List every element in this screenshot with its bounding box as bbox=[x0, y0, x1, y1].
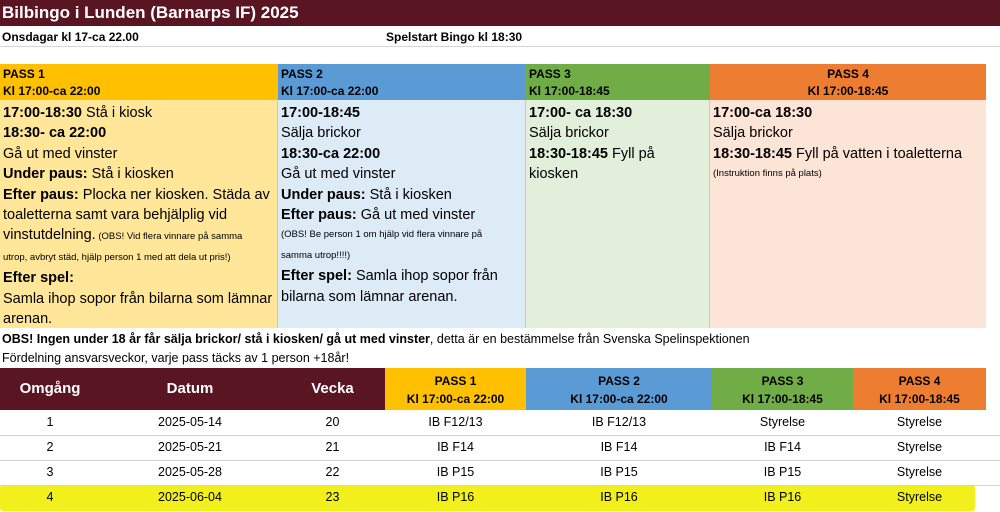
pass-3-description: 17:00- ca 18:30 Sälja brickor 18:30-18:45 Fyll på kiosken bbox=[526, 100, 710, 328]
pass-2-header bbox=[278, 64, 526, 100]
pass-1-header bbox=[0, 64, 278, 100]
game-start-info: Spelstart Bingo kl 18:30 bbox=[386, 30, 523, 44]
pass-1-time: Kl 17:00-ca 22:00 bbox=[3, 84, 101, 98]
pass-4-time: Kl 17:00-18:45 bbox=[807, 84, 889, 98]
pass-2-name: PASS 2 bbox=[281, 67, 323, 81]
age-notice: OBS! Ingen under 18 år får sälja brickor/ stå i kiosken/ gå ut med vinster, detta är en bestämmelse från Svenska Spelinspektionen bbox=[2, 332, 750, 346]
schedule-info: Onsdagar kl 17-ca 22.00 bbox=[2, 30, 139, 44]
pass-2-description: 17:00-18:45 Sälja brickor 18:30-ca 22:00 Gå ut med vinster Under paus: Stå i kiosken Efter paus: Gå ut med vinster (OBS! Be person 1 om hjälp vid flera vinnare på samma utrop!!!!) Efter spel: Samla ihop sopor från bilarna som lämnar arenan. bbox=[278, 100, 526, 328]
header-pass-3: PASS 3 Kl 17:00-18:45 bbox=[712, 368, 853, 410]
pass-1-name: PASS 1 bbox=[3, 67, 45, 81]
table-row: 1 2025-05-14 20 IB F12/13 IB F12/13 Styrelse Styrelse bbox=[0, 410, 1000, 436]
header-pass-2: PASS 2 Kl 17:00-ca 22:00 bbox=[526, 368, 712, 410]
pass-4-description: 17:00-ca 18:30 Sälja brickor 18:30-18:45 Fyll på vatten i toaletterna (Instruktion finns på plats) bbox=[710, 100, 986, 328]
table-row: 3 2025-05-28 22 IB P15 IB P15 IB P15 Styrelse bbox=[0, 460, 1000, 486]
header-pass-4: PASS 4 Kl 17:00-18:45 bbox=[853, 368, 986, 410]
header-vecka: Vecka bbox=[280, 368, 385, 410]
header-pass-1: PASS 1 Kl 17:00-ca 22:00 bbox=[385, 368, 526, 410]
pass-3-time: Kl 17:00-18:45 bbox=[529, 84, 610, 98]
pass-4-name: PASS 4 bbox=[827, 67, 869, 81]
pass-1-description: 17:00-18:30 Stå i kiosk 18:30- ca 22:00 Gå ut med vinster Under paus: Stå i kiosken Efter paus: Plocka ner kiosken. Städa av toaletterna samt vara behjälplig vid vinstutdelning. (OBS! Vid flera vinnare på samma utrop, avbryt städ, hjälp person 1 med att dela ut pris!) Efter spel: Samla ihop sopor från bilarna som lämnar arenan. bbox=[0, 100, 278, 328]
table-row: 4 2025-06-04 23 IB P16 IB P16 IB P16 Styrelse bbox=[46, 490, 943, 504]
table-row: 2 2025-05-21 21 IB F14 IB F14 IB F14 Styrelse bbox=[0, 435, 1000, 461]
header-omgang: Omgång bbox=[0, 368, 100, 410]
distribution-notice: Fördelning ansvarsveckor, varje pass täcks av 1 person +18år! bbox=[2, 351, 350, 365]
pass-3-header bbox=[526, 64, 710, 100]
pass-3-name: PASS 3 bbox=[529, 67, 571, 81]
pass-2-time: Kl 17:00-ca 22:00 bbox=[281, 84, 379, 98]
page-title: Bilbingo i Lunden (Barnarps IF) 2025 bbox=[0, 0, 1000, 26]
header-datum: Datum bbox=[100, 368, 280, 410]
pass-4-header bbox=[710, 64, 986, 100]
grid-row bbox=[0, 46, 1000, 65]
